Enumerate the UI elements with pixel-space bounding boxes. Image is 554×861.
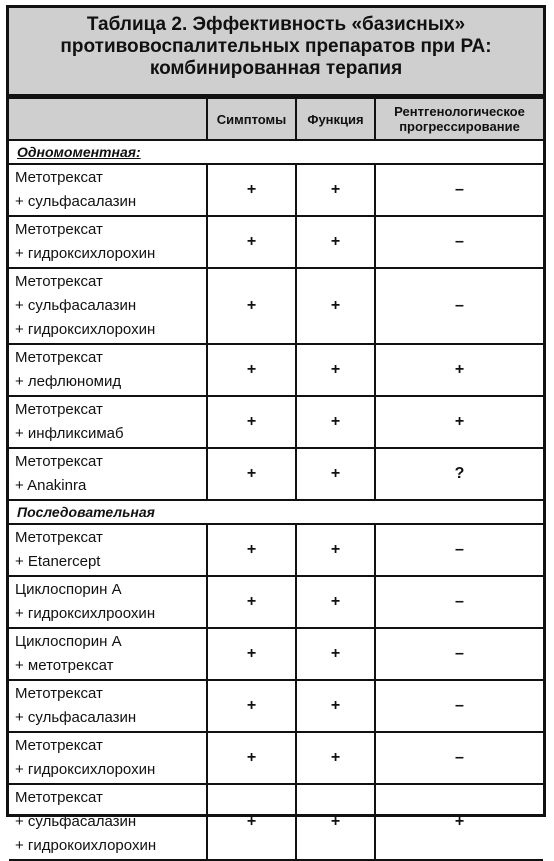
table-title [9, 8, 543, 97]
function-mark: + [296, 524, 375, 576]
title-line-1: Таблица 2. Эффективность «базисных» [86, 14, 466, 35]
table-row [9, 628, 543, 680]
drug-line: + инфликсимаб [15, 425, 124, 442]
drug-combination-cell [9, 680, 207, 732]
table-row [9, 448, 543, 500]
table-row [9, 680, 543, 732]
xray-progression-mark: + [375, 344, 543, 396]
drug-line: Метотрексат [15, 221, 103, 238]
drug-line: + гидроксихлорохин [15, 761, 156, 778]
group-header-row [9, 500, 543, 524]
drug-combination-cell [9, 784, 207, 860]
drug-combination-cell [9, 524, 207, 576]
xray-progression-mark: – [375, 576, 543, 628]
drug-combination-cell [9, 396, 207, 448]
efficacy-table [9, 97, 543, 861]
xray-progression-mark: ? [375, 448, 543, 500]
xray-progression-mark: – [375, 680, 543, 732]
drug-line: Метотрексат [15, 737, 103, 754]
drug-combination-cell [9, 216, 207, 268]
table-body [9, 140, 543, 860]
function-mark: + [296, 268, 375, 344]
drug-line: Метотрексат [15, 453, 103, 470]
drug-combination-cell [9, 448, 207, 500]
drug-combination-cell [9, 344, 207, 396]
function-mark: + [296, 448, 375, 500]
function-mark: + [296, 680, 375, 732]
function-mark: + [296, 784, 375, 860]
header-xray-progression: Рентгенологическое прогрессирование [375, 98, 543, 140]
xray-progression-mark: – [375, 524, 543, 576]
drug-line: + гидроксихлроохин [15, 605, 156, 622]
function-mark: + [296, 164, 375, 216]
header-symptoms: Симптомы [207, 98, 296, 140]
drug-combination-cell [9, 628, 207, 680]
function-mark: + [296, 628, 375, 680]
drug-combination-cell [9, 732, 207, 784]
drug-line: Циклоспорин А [15, 633, 122, 650]
header-function: Функция [296, 98, 375, 140]
title-line-3: комбинированная терапия [149, 58, 403, 79]
drug-line: Метотрексат [15, 401, 103, 418]
symptoms-mark: + [207, 216, 296, 268]
table-row [9, 216, 543, 268]
drug-line: + метотрексат [15, 657, 114, 674]
drug-line: Метотрексат [15, 685, 103, 702]
table-frame [6, 5, 546, 854]
group-label: Одномоментная: [9, 140, 543, 164]
function-mark: + [296, 396, 375, 448]
symptoms-mark: + [207, 448, 296, 500]
symptoms-mark: + [207, 576, 296, 628]
drug-combination-cell [9, 576, 207, 628]
drug-line: Метотрексат [15, 273, 103, 290]
table-row [9, 524, 543, 576]
symptoms-mark: + [207, 732, 296, 784]
xray-progression-mark: + [375, 784, 543, 860]
function-mark: + [296, 732, 375, 784]
drug-line: Метотрексат [15, 529, 103, 546]
drug-line: + сульфасалазин [15, 709, 137, 726]
table-row [9, 784, 543, 860]
table-row [9, 344, 543, 396]
drug-line: + сульфасалазин [15, 297, 137, 314]
header-row [9, 98, 543, 140]
function-mark: + [296, 576, 375, 628]
xray-progression-mark: – [375, 216, 543, 268]
table-row [9, 164, 543, 216]
symptoms-mark: + [207, 396, 296, 448]
drug-line: + Anakinra [15, 477, 87, 494]
xray-progression-mark: – [375, 628, 543, 680]
drug-line: + сульфасалазин [15, 193, 137, 210]
drug-line: + гидроксихлорохин [15, 245, 156, 262]
xray-progression-mark: – [375, 164, 543, 216]
function-mark: + [296, 344, 375, 396]
drug-line: + лефлюномид [15, 373, 122, 390]
drug-line: Циклоспорин А [15, 581, 122, 598]
symptoms-mark: + [207, 164, 296, 216]
function-mark: + [296, 216, 375, 268]
symptoms-mark: + [207, 784, 296, 860]
symptoms-mark: + [207, 344, 296, 396]
table-row [9, 732, 543, 784]
drug-line: Метотрексат [15, 169, 103, 186]
table-row [9, 576, 543, 628]
symptoms-mark: + [207, 268, 296, 344]
xray-progression-mark: – [375, 268, 543, 344]
symptoms-mark: + [207, 628, 296, 680]
symptoms-mark: + [207, 524, 296, 576]
drug-line: + сульфасалазин [15, 813, 137, 830]
table-row [9, 268, 543, 344]
drug-line: + Etanercept [15, 553, 101, 570]
drug-combination-cell [9, 268, 207, 344]
title-line-2: противовоспалительных препаратов при РА: [60, 36, 492, 57]
drug-line: + гидроксихлорохин [15, 321, 156, 338]
group-header-row [9, 140, 543, 164]
drug-line: + гидрокоихлорохин [15, 837, 157, 854]
group-label: Последовательная [9, 500, 543, 524]
drug-line: Метотрексат [15, 789, 103, 806]
table-row [9, 396, 543, 448]
drug-combination-cell [9, 164, 207, 216]
symptoms-mark: + [207, 680, 296, 732]
header-drug [9, 98, 207, 140]
xray-progression-mark: – [375, 732, 543, 784]
drug-line: Метотрексат [15, 349, 103, 366]
xray-progression-mark: + [375, 396, 543, 448]
